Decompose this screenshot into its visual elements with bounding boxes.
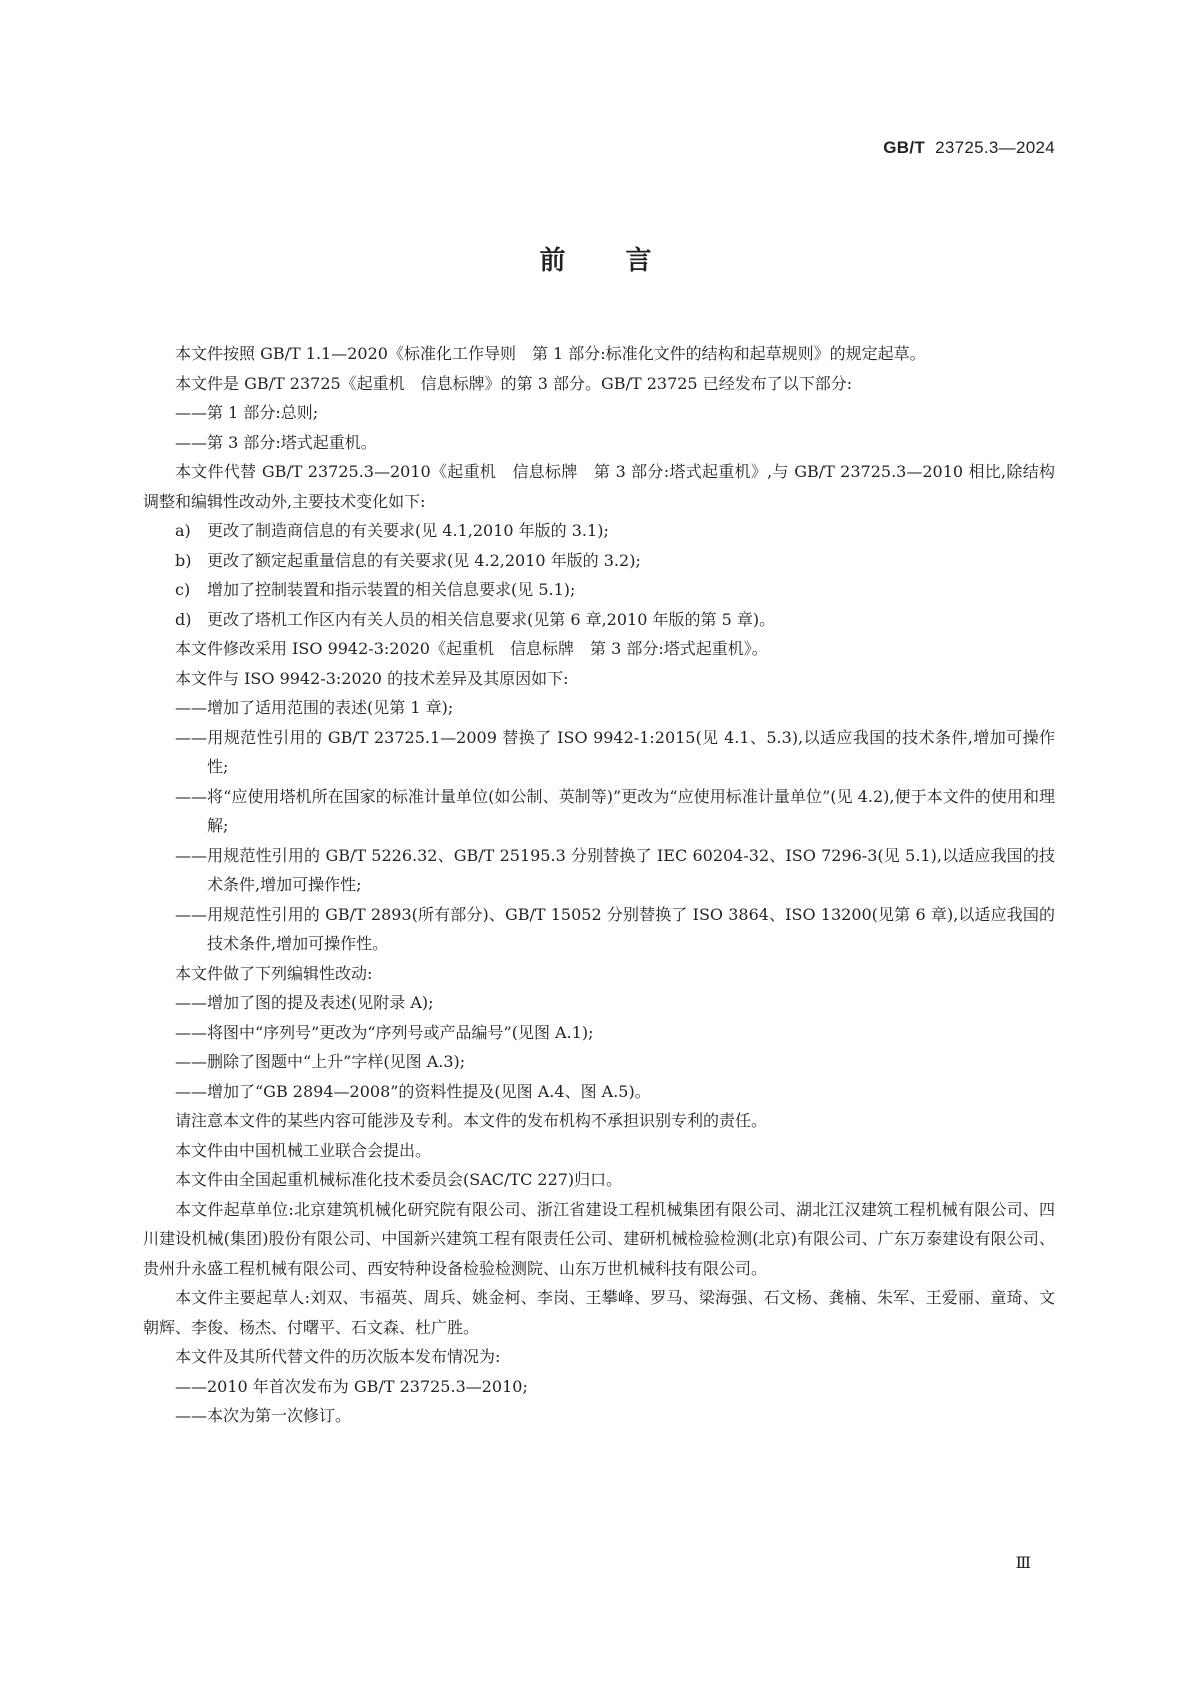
list-item: ——增加了“GB 2894—2008”的资料性提及(见图 A.4、图 A.5)。 bbox=[175, 1081, 651, 1101]
standard-number: 23725.3—2024 bbox=[935, 138, 1055, 157]
list-item: ——用规范性引用的 GB/T 23725.1—2009 替换了 ISO 9942-1:2015(见 4.1、5.3),以适应我国的技术条件,增加可操作性; bbox=[175, 727, 1055, 776]
change-item bbox=[143, 605, 1055, 635]
list-item: ——用规范性引用的 GB/T 5226.32、GB/T 25195.3 分别替换了 IEC 60204-32、ISO 7296-3(见 5.1),以适应我国的技术条件,增加可操作性; bbox=[175, 845, 1055, 894]
list-item: ——增加了适用范围的表述(见第 1 章); bbox=[175, 698, 454, 717]
change-item bbox=[143, 546, 1055, 576]
change-item bbox=[143, 516, 1055, 546]
item-text: 增加了控制装置和指示装置的相关信息要求(见 5.1); bbox=[207, 580, 576, 599]
paragraph-drafting-rules: 本文件按照 GB/T 1.1—2020《标准化工作导则 第 1 部分:标准化文件的结构和起草规则》的规定起草。 bbox=[175, 344, 926, 363]
item-text: 更改了制造商信息的有关要求(见 4.1,2010 年版的 3.1); bbox=[207, 521, 609, 540]
document-body bbox=[143, 339, 1055, 1431]
standard-prefix: GB/T bbox=[883, 138, 926, 157]
paragraph-editorial-changes: 本文件做了下列编辑性改动: bbox=[175, 963, 373, 983]
list-item: ——将图中“序列号”更改为“序列号或产品编号”(见图 A.1); bbox=[175, 1022, 594, 1042]
page-number: Ⅲ bbox=[1015, 1553, 1031, 1572]
paragraph-iso-adoption: 本文件修改采用 ISO 9942-3:2020《起重机 信息标牌 第 3 部分:塔式起重机》。 bbox=[175, 639, 768, 658]
list-item: ——增加了图的提及表述(见附录 A); bbox=[175, 993, 434, 1012]
list-item: ——第 1 部分:总则; bbox=[175, 403, 319, 422]
list-item: ——2010 年首次发布为 GB/T 23725.3—2010; bbox=[175, 1376, 528, 1396]
list-item: ——本次为第一次修订。 bbox=[175, 1406, 352, 1425]
paragraph-governed-by: 本文件由全国起重机械标准化技术委员会(SAC/TC 227)归口。 bbox=[175, 1170, 623, 1189]
list-item: ——第 3 部分:塔式起重机。 bbox=[175, 432, 377, 452]
paragraph-technical-differences: 本文件与 ISO 9942-3:2020 的技术差异及其原因如下: bbox=[175, 668, 569, 688]
change-item bbox=[143, 575, 1055, 605]
item-label: b) bbox=[175, 550, 192, 570]
list-item: ——将“应使用塔机所在国家的标准计量单位(如公制、英制等)”更改为“应使用标准计量单位”(见 4.2),便于本文件的使用和理解; bbox=[175, 786, 1055, 835]
paragraph-series-info: 本文件是 GB/T 23725《起重机 信息标牌》的第 3 部分。GB/T 23725 已经发布了以下部分: bbox=[175, 373, 853, 393]
item-text: 更改了额定起重量信息的有关要求(见 4.2,2010 年版的 3.2); bbox=[207, 550, 641, 570]
standard-code bbox=[883, 138, 1055, 158]
list-item: ——删除了图题中“上升”字样(见图 A.3); bbox=[175, 1052, 466, 1071]
paragraph-patent-notice: 请注意本文件的某些内容可能涉及专利。本文件的发布机构不承担识别专利的责任。 bbox=[175, 1111, 768, 1130]
paragraph-proposed-by: 本文件由中国机械工业联合会提出。 bbox=[175, 1140, 432, 1160]
item-label: d) bbox=[175, 609, 192, 629]
page-title: 前言 bbox=[539, 246, 712, 276]
paragraph-replaces: 本文件代替 GB/T 23725.3—2010《起重机 信息标牌 第 3 部分:塔式起重机》,与 GB/T 23725.3—2010 相比,除结构调整和编辑性改动外,主要技术变化如下: bbox=[143, 462, 1055, 511]
paragraph-drafting-organizations: 本文件起草单位:北京建筑机械化研究院有限公司、浙江省建设工程机械集团有限公司、湖北江汉建筑工程机械有限公司、四川建设机械(集团)股份有限公司、中国新兴建筑工程有限责任公司、建研机械检验检测(北京)有限公司、广东万泰建设有限公司、贵州升永盛工程机械有限公司、西安特种设备检验检测院、山东万世机械科技有限公司。 bbox=[143, 1199, 1055, 1278]
item-label: c) bbox=[175, 580, 191, 599]
item-text: 更改了塔机工作区内有关人员的相关信息要求(见第 6 章,2010 年版的第 5 章)。 bbox=[207, 609, 776, 629]
paragraph-drafters: 本文件主要起草人:刘双、韦福英、周兵、姚金柯、李岗、王攀峰、罗马、梁海强、石文杨、龚楠、朱军、王爱丽、童琦、文朝辉、李俊、杨杰、付曙平、石文森、杜广胜。 bbox=[143, 1288, 1055, 1337]
list-item: ——用规范性引用的 GB/T 2893(所有部分)、GB/T 15052 分别替换了 ISO 3864、ISO 13200(见第 6 章),以适应我国的技术条件,增加可操作性。 bbox=[175, 904, 1055, 953]
paragraph-version-history: 本文件及其所代替文件的历次版本发布情况为: bbox=[175, 1347, 501, 1366]
item-label: a) bbox=[175, 521, 191, 540]
